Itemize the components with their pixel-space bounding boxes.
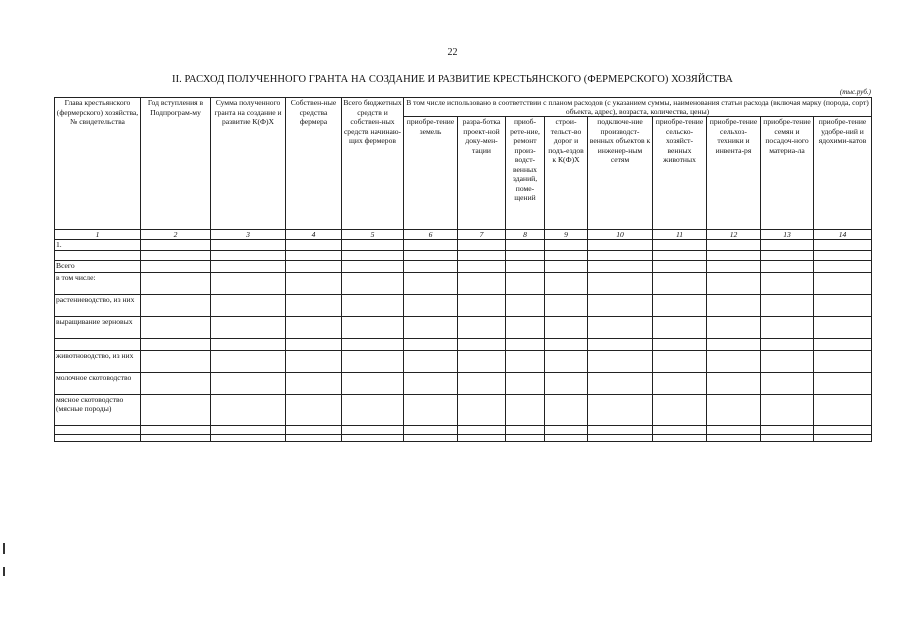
table-row bbox=[55, 250, 872, 260]
table-cell bbox=[342, 338, 404, 350]
table-cell bbox=[141, 338, 211, 350]
units-note: (тыс.руб.) bbox=[839, 88, 871, 96]
table-row bbox=[55, 350, 872, 372]
table-cell bbox=[761, 425, 814, 434]
table-cell bbox=[506, 338, 545, 350]
table-row bbox=[55, 316, 872, 338]
column-number: 9 bbox=[545, 230, 588, 240]
table-cell bbox=[588, 316, 653, 338]
table-cell bbox=[506, 294, 545, 316]
table-cell bbox=[761, 240, 814, 251]
column-number: 6 bbox=[404, 230, 458, 240]
table-cell bbox=[653, 240, 707, 251]
table-cell bbox=[286, 240, 342, 251]
table-cell bbox=[141, 294, 211, 316]
table-cell bbox=[707, 434, 761, 441]
table-cell bbox=[814, 272, 872, 294]
table-cell bbox=[506, 434, 545, 441]
table-cell bbox=[761, 394, 814, 425]
table-cell bbox=[404, 350, 458, 372]
table-cell bbox=[141, 250, 211, 260]
table-cell bbox=[458, 250, 506, 260]
column-number: 12 bbox=[707, 230, 761, 240]
table-cell bbox=[707, 240, 761, 251]
row-label bbox=[55, 338, 141, 350]
table-cell bbox=[814, 250, 872, 260]
table-cell bbox=[404, 372, 458, 394]
column-numbers-row bbox=[55, 230, 872, 240]
row-label: Всего bbox=[55, 260, 141, 272]
table-cell bbox=[545, 434, 588, 441]
table-cell bbox=[342, 434, 404, 441]
row-label: выращивание зерновых bbox=[55, 316, 141, 338]
table-cell bbox=[211, 294, 286, 316]
table-cell bbox=[545, 250, 588, 260]
header-row-1 bbox=[55, 98, 872, 117]
table-cell bbox=[141, 425, 211, 434]
table-cell bbox=[458, 338, 506, 350]
column-number: 5 bbox=[342, 230, 404, 240]
table-cell bbox=[141, 240, 211, 251]
table-cell bbox=[588, 294, 653, 316]
table-cell bbox=[286, 250, 342, 260]
table-cell bbox=[588, 250, 653, 260]
column-number: 8 bbox=[506, 230, 545, 240]
table-row bbox=[55, 434, 872, 441]
table-cell bbox=[707, 425, 761, 434]
table-cell bbox=[211, 372, 286, 394]
table-cell bbox=[588, 372, 653, 394]
table-cell bbox=[761, 250, 814, 260]
table-cell bbox=[211, 260, 286, 272]
column-number: 13 bbox=[761, 230, 814, 240]
table-cell bbox=[761, 294, 814, 316]
table-cell bbox=[342, 316, 404, 338]
table-cell bbox=[506, 372, 545, 394]
table-cell bbox=[211, 250, 286, 260]
column-number: 14 bbox=[814, 230, 872, 240]
table-cell bbox=[404, 250, 458, 260]
header-animals: приобре-тение сельско-хозяйст-венных животных bbox=[653, 117, 707, 230]
table-cell bbox=[404, 316, 458, 338]
table-cell bbox=[545, 338, 588, 350]
table-cell bbox=[404, 425, 458, 434]
table-cell bbox=[814, 240, 872, 251]
table-cell bbox=[545, 316, 588, 338]
table-cell bbox=[707, 338, 761, 350]
table-cell bbox=[211, 394, 286, 425]
table-cell bbox=[761, 316, 814, 338]
table-cell bbox=[458, 372, 506, 394]
table-cell bbox=[506, 425, 545, 434]
table-cell bbox=[286, 350, 342, 372]
table-cell bbox=[761, 434, 814, 441]
table-cell bbox=[588, 272, 653, 294]
table-cell bbox=[506, 272, 545, 294]
row-label: в том числе: bbox=[55, 272, 141, 294]
header-buildings: приоб-рете-ние, ремонт произ-водст-венных зданий, поме-щений bbox=[506, 117, 545, 230]
table-cell bbox=[286, 260, 342, 272]
table-cell bbox=[761, 372, 814, 394]
table-cell bbox=[761, 338, 814, 350]
table-cell bbox=[404, 272, 458, 294]
header-own-funds: Собствен-ные средства фермера bbox=[286, 98, 342, 230]
table-row bbox=[55, 338, 872, 350]
table-cell bbox=[588, 240, 653, 251]
column-number: 3 bbox=[211, 230, 286, 240]
table-cell bbox=[141, 372, 211, 394]
table-cell bbox=[588, 425, 653, 434]
table-cell bbox=[545, 272, 588, 294]
table-cell bbox=[545, 294, 588, 316]
table-cell bbox=[141, 434, 211, 441]
table-cell bbox=[814, 338, 872, 350]
row-label bbox=[55, 250, 141, 260]
table-row bbox=[55, 240, 872, 251]
table-cell bbox=[286, 434, 342, 441]
header-farm-head: Глава крестьянского (фермерского) хозяйства, № свидетельства bbox=[55, 98, 141, 230]
table-cell bbox=[506, 250, 545, 260]
table-cell bbox=[653, 434, 707, 441]
table-cell bbox=[814, 316, 872, 338]
table-cell bbox=[286, 394, 342, 425]
table-cell bbox=[286, 316, 342, 338]
header-utilities: подключе-ние производст-венных объектов к инженер-ным сетям bbox=[588, 117, 653, 230]
table-cell bbox=[545, 350, 588, 372]
column-number: 2 bbox=[141, 230, 211, 240]
column-number: 11 bbox=[653, 230, 707, 240]
table-cell bbox=[458, 240, 506, 251]
row-label: молочное скотоводство bbox=[55, 372, 141, 394]
table-cell bbox=[506, 316, 545, 338]
table-row bbox=[55, 272, 872, 294]
table-cell bbox=[814, 294, 872, 316]
table-body bbox=[55, 240, 872, 442]
table-cell bbox=[814, 394, 872, 425]
margin-mark bbox=[3, 567, 5, 576]
table-cell bbox=[707, 394, 761, 425]
table-cell bbox=[545, 394, 588, 425]
table-cell bbox=[653, 272, 707, 294]
table-cell bbox=[211, 240, 286, 251]
table-cell bbox=[545, 425, 588, 434]
table-cell bbox=[458, 434, 506, 441]
table-cell bbox=[342, 240, 404, 251]
grant-expense-table bbox=[54, 97, 872, 442]
row-label: растениеводство, из них bbox=[55, 294, 141, 316]
table-cell bbox=[404, 434, 458, 441]
table-cell bbox=[141, 316, 211, 338]
table-cell bbox=[588, 260, 653, 272]
table-cell bbox=[707, 272, 761, 294]
table-cell bbox=[814, 350, 872, 372]
table-row bbox=[55, 394, 872, 425]
table-cell bbox=[653, 425, 707, 434]
table-cell bbox=[286, 272, 342, 294]
table-cell bbox=[506, 350, 545, 372]
table-cell bbox=[653, 338, 707, 350]
table-cell bbox=[707, 250, 761, 260]
column-number: 7 bbox=[458, 230, 506, 240]
header-roads: строи-тельст-во дорог и подъ-ездов к К(Ф)Х bbox=[545, 117, 588, 230]
table-cell bbox=[211, 425, 286, 434]
table-cell bbox=[211, 316, 286, 338]
table-cell bbox=[286, 425, 342, 434]
table-cell bbox=[653, 316, 707, 338]
header-entry-year: Год вступления в Подпрограм-му bbox=[141, 98, 211, 230]
table-cell bbox=[761, 260, 814, 272]
table-cell bbox=[458, 294, 506, 316]
table-cell bbox=[458, 316, 506, 338]
table-cell bbox=[342, 272, 404, 294]
table-cell bbox=[506, 394, 545, 425]
table-cell bbox=[707, 372, 761, 394]
table-cell bbox=[545, 240, 588, 251]
table-cell bbox=[814, 434, 872, 441]
table-cell bbox=[707, 316, 761, 338]
table-cell bbox=[342, 260, 404, 272]
table-cell bbox=[458, 350, 506, 372]
header-fertilizers: приобре-тение удобре-ний и ядохими-катов bbox=[814, 117, 872, 230]
table-row bbox=[55, 294, 872, 316]
table-cell bbox=[458, 425, 506, 434]
table-cell bbox=[342, 350, 404, 372]
table-cell bbox=[404, 394, 458, 425]
table-cell bbox=[588, 434, 653, 441]
table-cell bbox=[458, 394, 506, 425]
table-cell bbox=[141, 272, 211, 294]
table-cell bbox=[404, 240, 458, 251]
row-label: 1. bbox=[55, 240, 141, 251]
page-number: 22 bbox=[447, 47, 458, 58]
table-cell bbox=[141, 260, 211, 272]
column-number: 1 bbox=[55, 230, 141, 240]
table-cell bbox=[286, 372, 342, 394]
table-cell bbox=[458, 272, 506, 294]
table-cell bbox=[506, 260, 545, 272]
table-cell bbox=[707, 260, 761, 272]
column-number: 10 bbox=[588, 230, 653, 240]
table-cell bbox=[211, 338, 286, 350]
table-cell bbox=[707, 294, 761, 316]
table-cell bbox=[814, 372, 872, 394]
table-cell bbox=[286, 338, 342, 350]
table-cell bbox=[653, 394, 707, 425]
table-cell bbox=[761, 272, 814, 294]
header-total-funds: Всего бюджетных средств и собствен-ных средств начинаю-щих фермеров bbox=[342, 98, 404, 230]
table-cell bbox=[653, 372, 707, 394]
table-cell bbox=[653, 250, 707, 260]
table-cell bbox=[211, 434, 286, 441]
row-label bbox=[55, 434, 141, 441]
table-cell bbox=[342, 294, 404, 316]
header-machinery: приобре-тение сельхоз-техники и инвента-ря bbox=[707, 117, 761, 230]
margin-mark bbox=[3, 543, 5, 554]
column-number: 4 bbox=[286, 230, 342, 240]
table-cell bbox=[141, 350, 211, 372]
table-cell bbox=[814, 260, 872, 272]
header-seeds: приобре-тение семян и посадоч-ного материа-ла bbox=[761, 117, 814, 230]
header-grant-sum: Сумма полученного гранта на создание и развитие К(Ф)Х bbox=[211, 98, 286, 230]
table-cell bbox=[404, 338, 458, 350]
table-cell bbox=[458, 260, 506, 272]
row-label: животноводство, из них bbox=[55, 350, 141, 372]
row-label: мясное скотоводство (мясные породы) bbox=[55, 394, 141, 425]
table-cell bbox=[588, 350, 653, 372]
table-cell bbox=[545, 260, 588, 272]
table-cell bbox=[653, 260, 707, 272]
table-cell bbox=[506, 240, 545, 251]
table-cell bbox=[211, 350, 286, 372]
header-land: приобре-тение земель bbox=[404, 117, 458, 230]
table-cell bbox=[342, 372, 404, 394]
table-cell bbox=[342, 425, 404, 434]
page-title: II. РАСХОД ПОЛУЧЕННОГО ГРАНТА НА СОЗДАНИЕ И РАЗВИТИЕ КРЕСТЬЯНСКОГО (ФЕРМЕРСКОГО) ХОЗЯЙСТВА bbox=[172, 74, 733, 85]
table-cell bbox=[545, 372, 588, 394]
header-group-plan: В том числе использовано в соответствии с планом расходов (с указанием суммы, наименования статьи расхода (включая марку (порода, сорт) объекта, адрес), возраста, количества, цены) bbox=[404, 98, 872, 117]
table-cell bbox=[286, 294, 342, 316]
table-cell bbox=[211, 272, 286, 294]
header-design-docs: разра-ботка проект-ной доку-мен-тации bbox=[458, 117, 506, 230]
row-label bbox=[55, 425, 141, 434]
table-cell bbox=[814, 425, 872, 434]
table-cell bbox=[588, 338, 653, 350]
table-row bbox=[55, 260, 872, 272]
table-cell bbox=[653, 350, 707, 372]
table-cell bbox=[653, 294, 707, 316]
table-row bbox=[55, 425, 872, 434]
table-cell bbox=[404, 260, 458, 272]
table-cell bbox=[588, 394, 653, 425]
table-cell bbox=[141, 394, 211, 425]
table-cell bbox=[342, 250, 404, 260]
table-cell bbox=[404, 294, 458, 316]
table-cell bbox=[342, 394, 404, 425]
table-cell bbox=[707, 350, 761, 372]
table-cell bbox=[761, 350, 814, 372]
table-row bbox=[55, 372, 872, 394]
